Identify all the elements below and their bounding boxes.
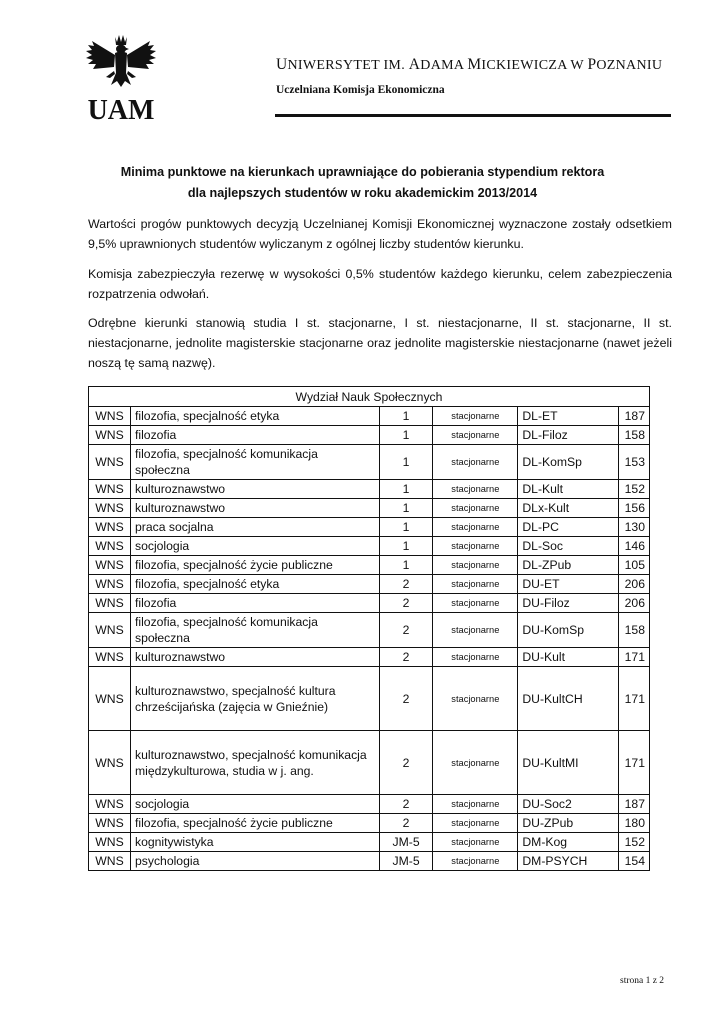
faculty-cell: WNS: [89, 518, 131, 537]
level-cell: JM-5: [379, 833, 433, 852]
university-name-part: DAMA: [420, 58, 468, 73]
program-cell: filozofia, specjalność życie publiczne: [130, 556, 379, 575]
table-row: [89, 537, 650, 556]
study-mode-cell: stacjonarne: [433, 575, 518, 594]
level-cell: 1: [379, 480, 433, 499]
study-mode-cell: stacjonarne: [433, 499, 518, 518]
program-code-cell: DL-ZPub: [518, 556, 619, 575]
points-cell: 146: [619, 537, 650, 556]
faculty-cell: WNS: [89, 407, 131, 426]
level-cell: 2: [379, 594, 433, 613]
points-cell: 158: [619, 426, 650, 445]
points-cell: 153: [619, 445, 650, 480]
faculty-cell: WNS: [89, 795, 131, 814]
faculty-cell: WNS: [89, 594, 131, 613]
program-cell: filozofia: [130, 594, 379, 613]
table-row: [89, 613, 650, 648]
program-code-cell: DL-Filoz: [518, 426, 619, 445]
faculty-header: Wydział Nauk Społecznych: [89, 387, 650, 407]
program-code-cell: DL-Soc: [518, 537, 619, 556]
faculty-cell: WNS: [89, 499, 131, 518]
table-row: [89, 407, 650, 426]
program-cell: kulturoznawstwo, specjalność komunikacja międzykulturowa, studia w j. ang.: [130, 731, 379, 795]
program-code-cell: DM-PSYCH: [518, 852, 619, 871]
program-code-cell: DM-Kog: [518, 833, 619, 852]
program-cell: psychologia: [130, 852, 379, 871]
points-cell: 180: [619, 814, 650, 833]
university-name-part: P: [587, 56, 597, 73]
program-code-cell: DU-ZPub: [518, 814, 619, 833]
level-cell: 2: [379, 667, 433, 731]
points-cell: 171: [619, 731, 650, 795]
university-name-part: U: [276, 56, 288, 73]
points-cell: 187: [619, 795, 650, 814]
program-code-cell: DL-ET: [518, 407, 619, 426]
faculty-cell: WNS: [89, 445, 131, 480]
faculty-header-row: [89, 387, 650, 407]
level-cell: 2: [379, 731, 433, 795]
faculty-cell: WNS: [89, 833, 131, 852]
program-cell: filozofia: [130, 426, 379, 445]
study-mode-cell: stacjonarne: [433, 537, 518, 556]
table-row: [89, 445, 650, 480]
study-mode-cell: stacjonarne: [433, 814, 518, 833]
study-mode-cell: stacjonarne: [433, 556, 518, 575]
paragraph-separate-programs: Odrębne kierunki stanowią studia I st. stacjonarne, I st. niestacjonarne, II st. stacjonarne, II st. niestacjonarne, jednolite magisterskie stacjonarne oraz jednolite magisterskie niestacjonarne (nawet jeżeli noszą tę samą nazwę).: [88, 316, 672, 370]
thresholds-table: [88, 386, 650, 871]
points-cell: 156: [619, 499, 650, 518]
faculty-cell: WNS: [89, 480, 131, 499]
program-cell: kulturoznawstwo: [130, 480, 379, 499]
faculty-cell: WNS: [89, 731, 131, 795]
faculty-cell: WNS: [89, 556, 131, 575]
points-cell: 152: [619, 480, 650, 499]
level-cell: JM-5: [379, 852, 433, 871]
study-mode-cell: stacjonarne: [433, 667, 518, 731]
university-name-part: A: [408, 56, 421, 73]
faculty-cell: WNS: [89, 814, 131, 833]
program-cell: filozofia, specjalność komunikacja społeczna: [130, 613, 379, 648]
svg-text:UAM: UAM: [87, 95, 155, 125]
points-cell: 105: [619, 556, 650, 575]
level-cell: 1: [379, 556, 433, 575]
program-cell: socjologia: [130, 537, 379, 556]
level-cell: 1: [379, 518, 433, 537]
study-mode-cell: stacjonarne: [433, 445, 518, 480]
points-cell: 152: [619, 833, 650, 852]
program-code-cell: DU-Filoz: [518, 594, 619, 613]
study-mode-cell: stacjonarne: [433, 594, 518, 613]
table-row: [89, 594, 650, 613]
table-row: [89, 667, 650, 731]
faculty-cell: WNS: [89, 537, 131, 556]
university-name-part: M: [467, 56, 482, 73]
points-cell: 206: [619, 575, 650, 594]
level-cell: 2: [379, 648, 433, 667]
table-row: [89, 731, 650, 795]
study-mode-cell: stacjonarne: [433, 613, 518, 648]
level-cell: 1: [379, 537, 433, 556]
level-cell: 1: [379, 499, 433, 518]
title-line-2: dla najlepszych studentów w roku akademickim 2013/2014: [187, 186, 538, 200]
title-line-1: Minima punktowe na kierunkach uprawniające do pobierania stypendium rektora: [120, 165, 605, 179]
table-row: [89, 518, 650, 537]
program-cell: praca socjalna: [130, 518, 379, 537]
study-mode-cell: stacjonarne: [433, 795, 518, 814]
level-cell: 2: [379, 814, 433, 833]
program-code-cell: DLx-Kult: [518, 499, 619, 518]
program-code-cell: DU-ET: [518, 575, 619, 594]
points-cell: 171: [619, 667, 650, 731]
program-cell: filozofia, specjalność życie publiczne: [130, 814, 379, 833]
program-cell: kulturoznawstwo: [130, 499, 379, 518]
table-row: [89, 575, 650, 594]
faculty-cell: WNS: [89, 852, 131, 871]
study-mode-cell: stacjonarne: [433, 731, 518, 795]
level-cell: 2: [379, 795, 433, 814]
level-cell: 1: [379, 426, 433, 445]
program-code-cell: DU-KultMI: [518, 731, 619, 795]
table-row: [89, 833, 650, 852]
table-row: [89, 648, 650, 667]
page-number: strona 1 z 2: [620, 976, 665, 986]
table-row: [89, 795, 650, 814]
study-mode-cell: stacjonarne: [433, 648, 518, 667]
study-mode-cell: stacjonarne: [433, 833, 518, 852]
faculty-cell: WNS: [89, 426, 131, 445]
commission-name: Uczelniana Komisja Ekonomiczna: [276, 84, 445, 96]
program-cell: kulturoznawstwo: [130, 648, 379, 667]
faculty-cell: WNS: [89, 667, 131, 731]
table-row: [89, 499, 650, 518]
table-row: [89, 556, 650, 575]
university-name-part: OZNANIU: [596, 58, 663, 73]
table-row: [89, 814, 650, 833]
study-mode-cell: stacjonarne: [433, 518, 518, 537]
faculty-cell: WNS: [89, 613, 131, 648]
level-cell: 1: [379, 445, 433, 480]
university-name-part: ICKIEWICZA W: [481, 58, 588, 73]
level-cell: 2: [379, 613, 433, 648]
program-code-cell: DU-Kult: [518, 648, 619, 667]
program-cell: kulturoznawstwo, specjalność kultura chrześcijańska (zajęcia w Gnieźnie): [130, 667, 379, 731]
program-code-cell: DU-KultCH: [518, 667, 619, 731]
paragraph-thresholds: Wartości progów punktowych decyzją Uczelnianej Komisji Ekonomicznej wyznaczone zostały odsetkiem 9,5% uprawnionych studentów wyliczanym z ogólnej liczby studentów kierunku.: [88, 217, 672, 251]
study-mode-cell: stacjonarne: [433, 852, 518, 871]
table-row: [89, 426, 650, 445]
header-divider: [275, 114, 671, 117]
program-cell: filozofia, specjalność komunikacja społeczna: [130, 445, 379, 480]
program-code-cell: DU-KomSp: [518, 613, 619, 648]
university-logo: [84, 33, 158, 125]
points-cell: 187: [619, 407, 650, 426]
university-name-part: NIWERSYTET IM: [287, 58, 402, 73]
program-code-cell: DL-Kult: [518, 480, 619, 499]
program-cell: kognitywistyka: [130, 833, 379, 852]
study-mode-cell: stacjonarne: [433, 480, 518, 499]
program-cell: socjologia: [130, 795, 379, 814]
program-code-cell: DL-KomSp: [518, 445, 619, 480]
table-row: [89, 480, 650, 499]
study-mode-cell: stacjonarne: [433, 426, 518, 445]
program-code-cell: DL-PC: [518, 518, 619, 537]
faculty-cell: WNS: [89, 575, 131, 594]
document-title: [75, 162, 650, 204]
points-cell: 158: [619, 613, 650, 648]
university-name-part: .: [401, 58, 409, 73]
paragraph-reserve: Komisja zabezpieczyła rezerwę w wysokości 0,5% studentów każdego kierunku, celem zabezpieczenia rozpatrzenia odwołań.: [88, 267, 672, 301]
points-cell: 154: [619, 852, 650, 871]
program-cell: filozofia, specjalność etyka: [130, 407, 379, 426]
program-code-cell: DU-Soc2: [518, 795, 619, 814]
faculty-cell: WNS: [89, 648, 131, 667]
points-cell: 171: [619, 648, 650, 667]
study-mode-cell: stacjonarne: [433, 407, 518, 426]
points-cell: 130: [619, 518, 650, 537]
program-cell: filozofia, specjalność etyka: [130, 575, 379, 594]
level-cell: 2: [379, 575, 433, 594]
level-cell: 1: [379, 407, 433, 426]
points-cell: 206: [619, 594, 650, 613]
university-name: [276, 56, 662, 74]
table-row: [89, 852, 650, 871]
